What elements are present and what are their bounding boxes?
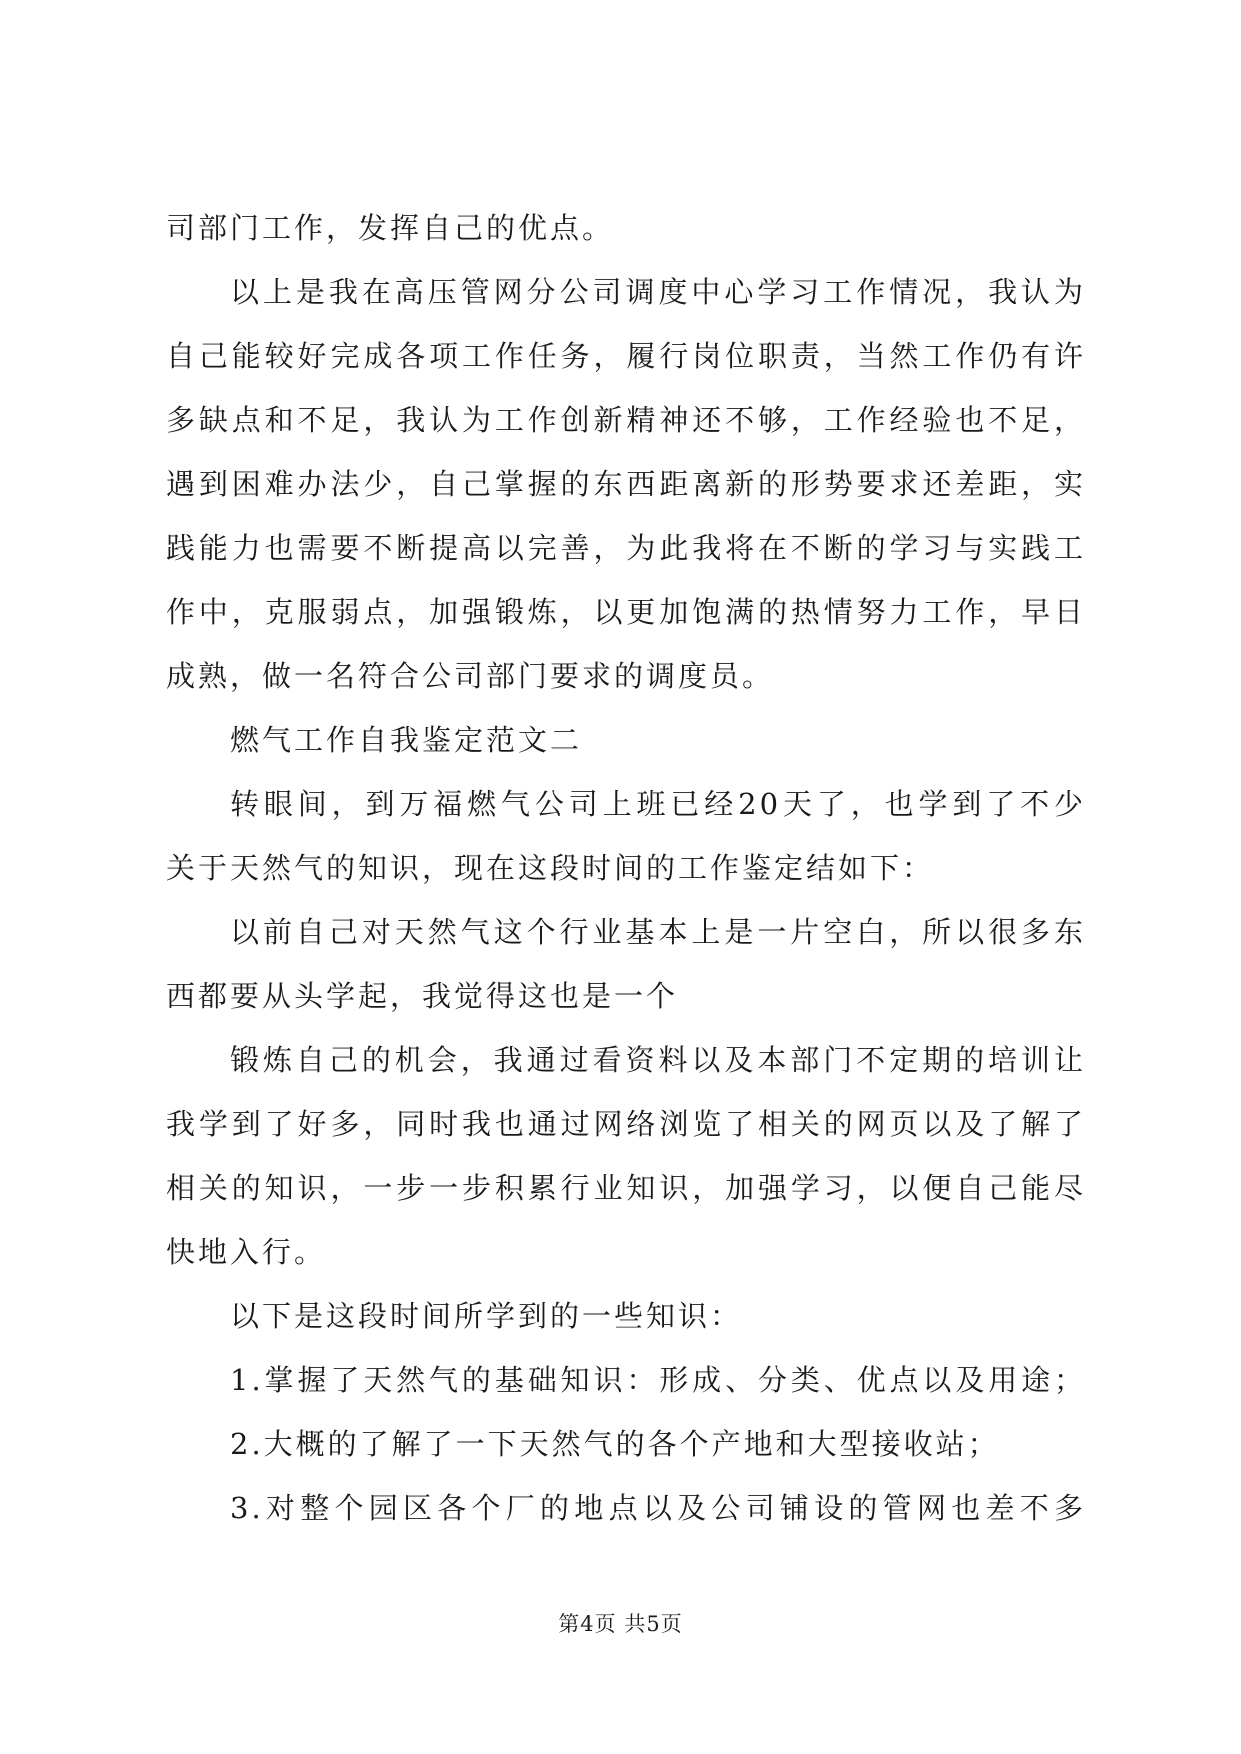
list-item: 1.掌握了天然气的基础知识：形成、分类、优点以及用途； bbox=[230, 1363, 1086, 1397]
text-line: 成熟，做一名符合公司部门要求的调度员。 bbox=[166, 659, 775, 693]
text-line: 以上是我在高压管网分公司调度中心学习工作情况，我认为 bbox=[230, 275, 1086, 309]
text-line: 多缺点和不足，我认为工作创新精神还不够，工作经验也不足， bbox=[166, 403, 1086, 437]
text-line: 锻炼自己的机会，我通过看资料以及本部门不定期的培训让 bbox=[230, 1043, 1086, 1077]
text-line: 践能力也需要不断提高以完善，为此我将在不断的学习与实践工 bbox=[166, 531, 1086, 565]
text-line: 以下是这段时间所学到的一些知识： bbox=[230, 1299, 743, 1333]
document-body bbox=[166, 196, 1086, 1540]
section-heading: 燃气工作自我鉴定范文二 bbox=[230, 723, 583, 757]
list-item: 3.对整个园区各个厂的地点以及公司铺设的管网也差不多 bbox=[230, 1491, 1086, 1525]
text-line: 自己能较好完成各项工作任务，履行岗位职责，当然工作仍有许 bbox=[166, 339, 1086, 373]
text-line: 相关的知识，一步一步积累行业知识，加强学习，以便自己能尽 bbox=[166, 1171, 1086, 1205]
text-line: 我学到了好多，同时我也通过网络浏览了相关的网页以及了解了 bbox=[166, 1107, 1086, 1141]
page-number-footer: 第4页 共5页 bbox=[558, 1612, 683, 1636]
list-item: 2.大概的了解了一下天然气的各个产地和大型接收站； bbox=[230, 1427, 1000, 1461]
text-line: 西都要从头学起，我觉得这也是一个 bbox=[166, 979, 679, 1013]
text-line: 快地入行。 bbox=[166, 1235, 327, 1269]
text-line: 遇到困难办法少，自己掌握的东西距离新的形势要求还差距，实 bbox=[166, 467, 1086, 501]
text-line: 司部门工作，发挥自己的优点。 bbox=[166, 211, 615, 245]
text-line: 作中，克服弱点，加强锻炼，以更加饱满的热情努力工作，早日 bbox=[166, 595, 1086, 629]
text-line: 转眼间，到万福燃气公司上班已经20天了，也学到了不少 bbox=[230, 787, 1086, 821]
text-line: 以前自己对天然气这个行业基本上是一片空白，所以很多东 bbox=[230, 915, 1086, 949]
text-line: 关于天然气的知识，现在这段时间的工作鉴定结如下： bbox=[166, 851, 935, 885]
